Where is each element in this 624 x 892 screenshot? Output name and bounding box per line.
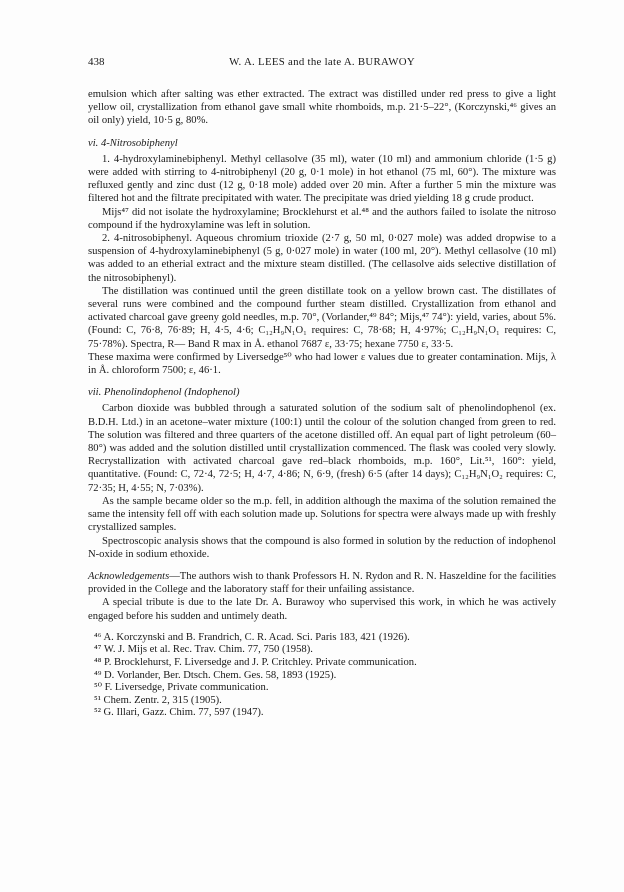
reference-item: ⁴⁶ A. Korczynski and B. Frandrich, C. R. Acad. Sci. Paris 183, 421 (1926). — [94, 631, 410, 643]
paragraph-carbon-dioxide: Carbon dioxide was bubbled through a saturated solution of the sodium salt of phenolindophenol (ex. B.D.H. Ltd.) in an acetone–water mixture (100:1) until the colour of the solution changed from green to red. The solution was filtered and three quarters of the acetone distilled off. An equal part of light petroleum (60–80°) was added and the solution distilled until crystallization commenced. The flask was cooled very slowly. Recrystallization with activated charcoal gave red–black rhomboids, m.p. 160°, Lit.⁵¹, 160°: yield, quantitative. (Found: C, 72·4, 72·5; H, 4·7, 4·86; N, 6·9, (fresh) 6·5 (after 14 days); C₁₂H₉N₁O₂ requires: C, 72·35; H, 4·55; N, 7·03%). — [88, 403, 556, 494]
page-number: 438 — [88, 56, 105, 68]
paragraph-mijs: Mijs⁴⁷ did not isolate the hydroxylamine; Brocklehurst et al.⁴⁸ and the authors failed to isolate the nitroso compound if the hydroxylamine was left in solution. — [88, 206, 556, 231]
reference-item: ⁵² G. Illari, Gazz. Chim. 77, 597 (1947). — [94, 707, 264, 719]
page-header — [88, 56, 556, 70]
section-heading-text: vi. 4-Nitrosobiphenyl — [88, 137, 178, 149]
paragraph-maxima-note: These maxima were confirmed by Liversedge⁵⁰ who had lower ε values due to greater contamination. Mijs, λ in Å. chloroform 7500; ε, 46·1. — [88, 351, 556, 377]
paragraph-emulsion: emulsion which after salting was ether extracted. The extract was distilled under red press to give a light yellow oil, crystallization from ethanol gave small white rhomboids, m.p. 21·5–22°, (Korczynski,⁴⁶ gives an oil only) yield, 10·5 g, 80%. — [88, 89, 556, 127]
paragraph-nitrosobiphenyl-prep: 2. 4-nitrosobiphenyl. Aqueous chromium trioxide (2·7 g, 50 ml, 0·027 mole) was added dropwise to a suspension of 4-hydroxylaminebiphenyl (5 g, 0·027 mole) in water (100 ml, 20°). Methyl cellasolve (10 ml) was added to an etherial extract and the mixture steam distilled. (The cellasolve aids selective distillation of the nitrosobiphenyl). — [88, 233, 556, 284]
running-head: W. A. LEES and the late A. BURAWOY — [229, 56, 415, 68]
section-heading-text: vii. Phenolindophenol (Indophenol) — [88, 387, 240, 399]
reference-item: ⁵¹ Chem. Zentr. 2, 315 (1905). — [94, 694, 222, 706]
paragraph-tribute: A special tribute is due to the late Dr. A. Burawoy who supervised this work, in which he was actively engaged before his sudden and untimely death. — [88, 597, 556, 622]
reference-item: ⁴⁷ W. J. Mijs et al. Rec. Trav. Chim. 77, 750 (1958). — [94, 644, 313, 656]
acknowledgements-label: Acknowledgements — [88, 570, 170, 582]
reference-item: ⁴⁹ D. Vorlander, Ber. Dtsch. Chem. Ges. 58, 1893 (1925). — [94, 669, 337, 681]
paragraph-sample-older: As the sample became older so the m.p. fell, in addition although the maxima of the solution remained the same the intensity fell off with each solution made up. Solutions for spectra were always made up with freshly crystallized samples. — [88, 495, 556, 534]
acknowledgements — [88, 570, 556, 596]
paragraph-distillation: The distillation was continued until the green distillate took on a yellow brown cast. The distillates of several runs were combined and the compound further steam distilled. Crystallization from ethanol and activated charcoal gave greeny gold needles, m.p. 70°, (Vorlander,⁴⁹ 84°; Mijs,⁴⁷ 74°): yield, varies, about 5%. (Found: C, 76·8, 76·89; H, 4·5, 4·6; C₁₂H₉N₁O₁ requires: C, 78·68; H, 4·97%; C₁₂H₉N₁O₁ requires: C, 75·78%). Spectra, R— Band R max in Å. ethanol 7687 ε, 33·75; hexane 7750 ε, 33·5. — [88, 285, 556, 350]
article-body — [88, 88, 556, 720]
references-list — [88, 632, 556, 720]
acknowledgements-text: —The authors wish to thank Professors H. N. Rydon and R. N. Haszeldine for the facilities provided in the College and the laboratory staff for their unfailing assistance. — [88, 570, 556, 596]
paragraph-hydroxylaminebiphenyl: 1. 4-hydroxylaminebiphenyl. Methyl cellasolve (35 ml), water (10 ml) and ammonium chloride (1·5 g) were added with stirring to 4-nitrobiphenyl (20 g, 0·1 mole) in hot ethanol (75 ml, 60°). The mixture was refluxed gently and zinc dust (12 g, 0·18 mole) added over 20 min. After a further 5 min the mixture was filtered hot and the filtrate precipitated with water. The precipitate was dried yielding 18 g crude product. — [88, 153, 556, 205]
reference-item: ⁵⁰ F. Liversedge, Private communication. — [94, 682, 269, 694]
section-heading-nitrosobiphenyl — [88, 137, 556, 150]
reference-item: ⁴⁸ P. Brocklehurst, F. Liversedge and J. P. Critchley. Private communication. — [94, 656, 417, 668]
paragraph-spectroscopic: Spectroscopic analysis shows that the compound is also formed in solution by the reduction of indophenol N-oxide in sodium ethoxide. — [88, 535, 556, 560]
section-heading-phenolindophenol — [88, 386, 556, 399]
